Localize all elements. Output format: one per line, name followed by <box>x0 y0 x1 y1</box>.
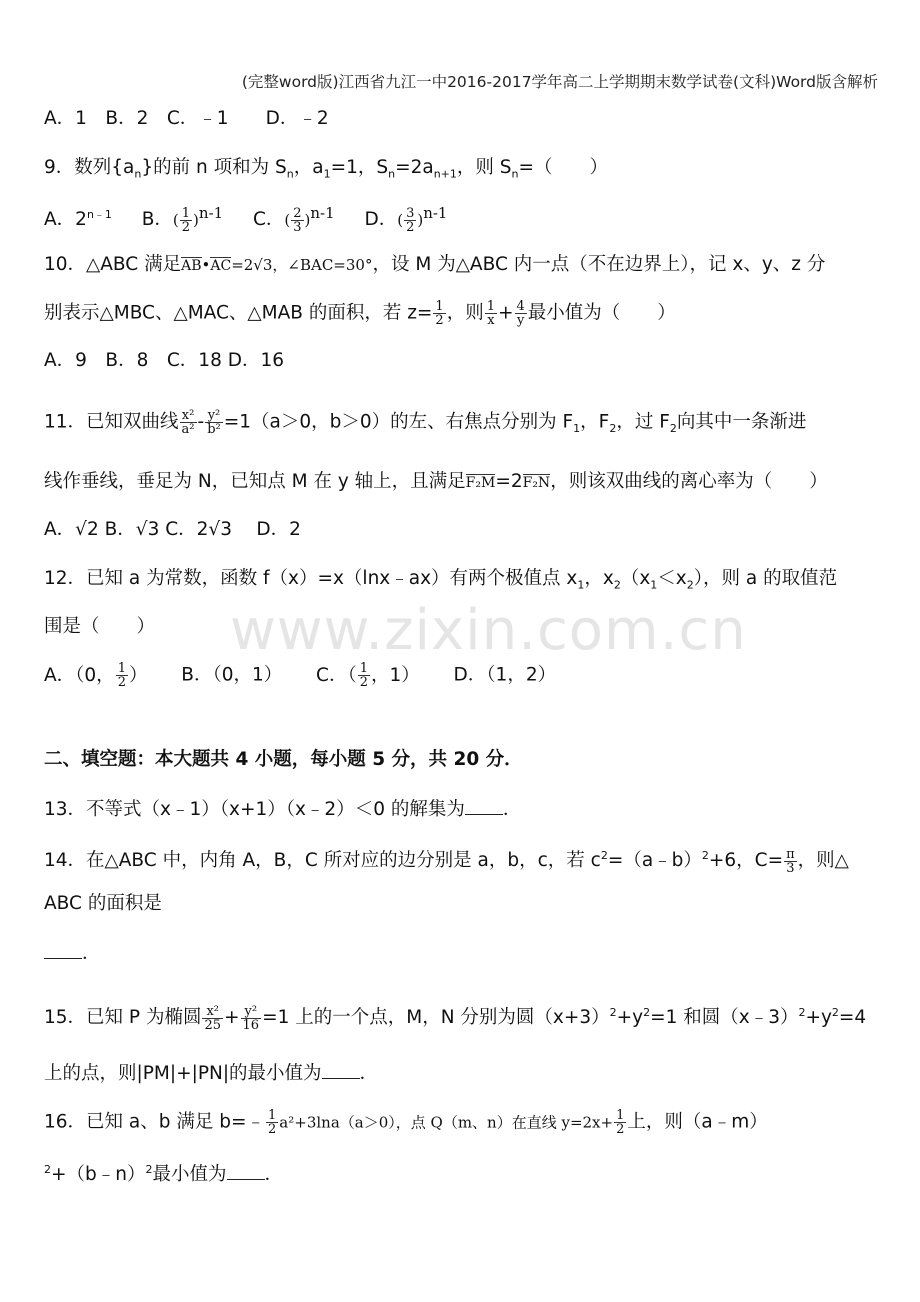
vector-ac: AC <box>210 258 232 274</box>
vector-ab: AB <box>181 258 202 274</box>
q9-option-d: D．( $\frac{3}{2}$ )$^{n-1}$ <box>364 204 448 235</box>
vector-f2n: F₂N <box>522 475 551 491</box>
q12-options <box>44 662 880 689</box>
answer-blank <box>44 940 82 959</box>
question-12-line1: 12．已知 a 为常数，函数 f（x）=x（lnx﹣ax）有两个极值点 $x_1$，$x_2(x_1<x_2)$，则 a 的取值范 <box>44 568 838 592</box>
section-2-heading: 二、填空题：本大题共 4 小题，每小题 5 分，共 20 分． <box>44 749 523 770</box>
question-14-line1: 14．在△ABC 中，内角 A，B，C 所对应的边分别是 a，b，c，若 $c^2=(a﹣b)^2+6$，C= $\frac{\pi}{3}$ ，则△ <box>44 846 849 876</box>
question-14-line2: ABC 的面积是 <box>44 893 162 914</box>
question-9: 9．数列$\{a_n\}$的前 n 项和为 $S_n$，$a_1=1$，$S_n=2a_{n+1}$，则 $S_n=$（ ） <box>44 157 609 181</box>
q11-options: A．√2 B．√3 C．2√3 D．2 <box>44 519 301 540</box>
question-15-line1: 15．已知 P 为椭圆 $\frac{\text{x²}}{25}$ + $\frac{\text{y²}}{16}$ =1 上的一个点，M，N 分别为圆$(x+3)^2+y^2=1$ 和圆$(x﹣3)^2+y^2=4$ <box>44 1003 867 1033</box>
q9-option-c: C．( $\frac{2}{3}$ )$^{n-1}$ <box>252 204 335 235</box>
page-header: (完整word版)江西省九江一中2016-2017学年高二上学期期末数学试卷(文科)Word版含解析 <box>241 73 878 91</box>
q12-option-b: B．（0，1） <box>181 664 283 686</box>
question-15-line2: 上的点，则|PM|+|PN|的最小值为 ． <box>44 1060 880 1087</box>
q9-options <box>44 200 880 234</box>
question-10-line2: 别表示△MBC、△MAC、△MAB 的面积，若 z= $\frac{1}{2}$ ，则 $\frac{1}{x}$ + $\frac{4}{y}$ 最小值为（ ） <box>44 299 676 328</box>
question-10-line1: 10．△ABC 满足AB•AC=2√3，∠BAC=30°，设 M 为△ABC 内一点（不在边界上），记 x、y、z 分 <box>44 254 826 275</box>
question-16-line2: $^2$+（b﹣n）$^2$最小值为 ． <box>44 1163 284 1186</box>
question-13: 13．不等式（x﹣1）（x+1）（x﹣2）＜0 的解集为 ． <box>44 796 880 823</box>
watermark: www.zixin.com.cn <box>230 598 747 663</box>
answer-blank <box>227 1161 265 1180</box>
question-12-line2: 围是（ ） <box>44 616 156 637</box>
q9-option-a: A．$2^{n﹣1}$ <box>44 208 112 231</box>
vector-f2m: F₂M <box>465 475 496 491</box>
answer-blank <box>465 796 503 815</box>
q12-option-d: D．（1，2） <box>453 664 557 686</box>
q9-option-b: B．( $\frac{1}{2}$ )$^{n-1}$ <box>141 204 224 235</box>
q12-option-a: A．（0， $\frac{1}{2}$ ） <box>44 661 148 690</box>
answer-blank <box>322 1060 360 1079</box>
question-11-line2: 线作垂线，垂足为 N，已知点 M 在 y 轴上，且满足F₂M=2F₂N，则该双曲线的离心率为（ ） <box>44 471 828 492</box>
question-16-line1: 16．已知 a、b 满足 b=﹣ $\frac{1}{2}$ a²+3lna（a＞0），点 Q（m、n）在直线 y=2x+ $\frac{1}{2}$ 上，则（a﹣m） <box>44 1108 768 1137</box>
q12-option-c: C．（ $\frac{1}{2}$ ，1） <box>316 661 420 690</box>
q8-options: A．1 B．2 C．﹣1 D．﹣2 <box>44 108 329 129</box>
question-11-line1: 11．已知双曲线 $\frac{\text{x²}}{\text{a²}}$ - $\frac{\text{y²}}{\text{b²}}$ =1（a＞0，b＞0）的左、右焦点分别为 $F_1$，$F_2$，过 $F_2$向其中一条渐进 <box>44 408 807 437</box>
question-14-line3: ． <box>44 940 880 967</box>
q10-options: A．9 B．8 C．18 D．16 <box>44 350 285 371</box>
